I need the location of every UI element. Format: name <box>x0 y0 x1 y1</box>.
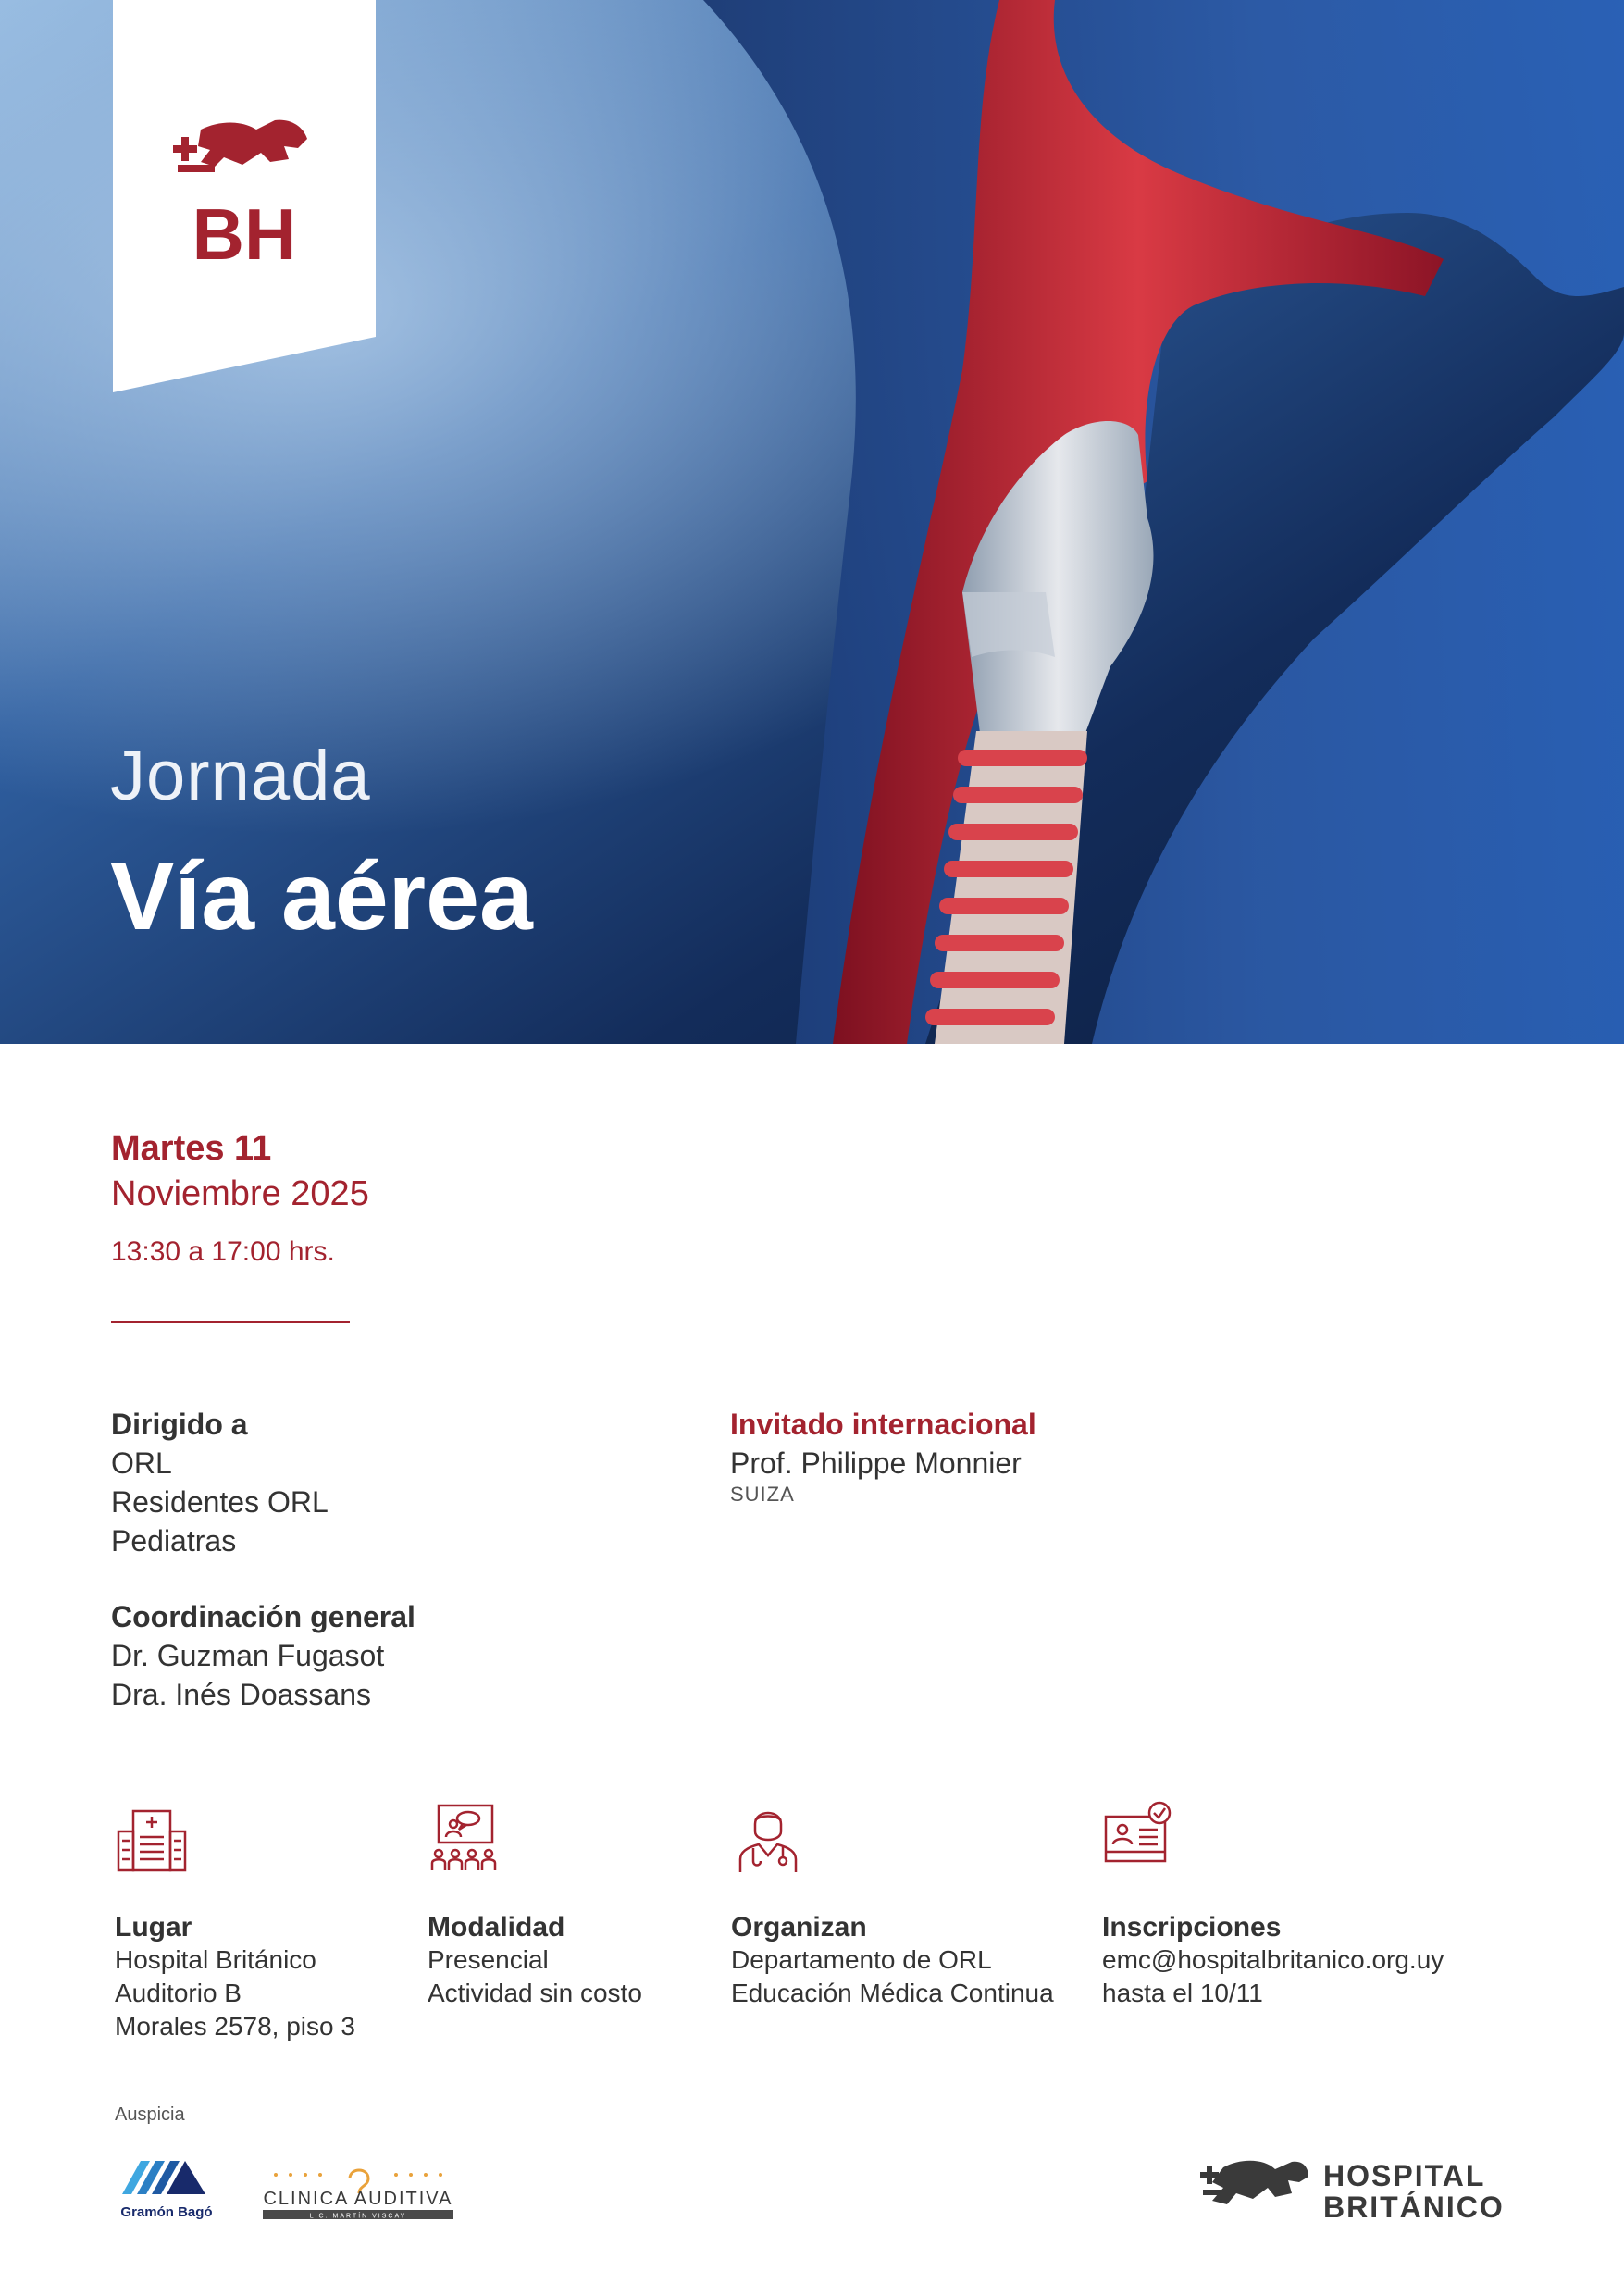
event-date <box>111 1129 369 1268</box>
feature-line: Departamento de ORL <box>731 1945 992 1974</box>
feature-line: hasta el 10/11 <box>1102 1979 1263 2007</box>
clinica-auditiva-text: CLINICA AUDITIVA <box>263 2189 453 2209</box>
feature-line: Presencial <box>428 1945 549 1974</box>
bh-logo <box>113 0 376 392</box>
event-title: Vía aérea <box>110 843 533 950</box>
feature-modality <box>428 1800 642 2010</box>
sponsors-label: Auspicia <box>115 2104 185 2125</box>
audience-item: Pediatras <box>111 1524 237 1558</box>
feature-line: Educación Médica Continua <box>731 1979 1054 2007</box>
coordinator-name: Dr. Guzman Fugasot <box>111 1639 385 1672</box>
event-kicker: Jornada <box>110 737 371 815</box>
date-day: Martes 11 <box>111 1129 272 1168</box>
feature-registration <box>1102 1800 1444 2010</box>
guest-country: SUIZA <box>730 1483 795 1506</box>
presentation-icon <box>428 1800 502 1874</box>
hospital-name-line1: HOSPITAL <box>1323 2159 1486 2192</box>
feature-heading: Organizan <box>731 1912 867 1942</box>
hospital-name <box>1323 2160 1505 2223</box>
clinica-auditiva-logo <box>261 2166 455 2223</box>
coordinator-name: Dra. Inés Doassans <box>111 1678 372 1711</box>
feature-line: Hospital Británico <box>115 1945 316 1974</box>
registration-icon <box>1102 1800 1176 1874</box>
building-icon <box>115 1800 189 1874</box>
feature-venue <box>115 1800 355 2043</box>
hospital-britanico-logo <box>1199 2156 1514 2224</box>
registration-email[interactable]: emc@hospitalbritanico.org.uy <box>1102 1945 1444 1974</box>
guest-name: Prof. Philippe Monnier <box>730 1446 1022 1480</box>
date-time: 13:30 a 17:00 hrs. <box>111 1236 335 1267</box>
divider <box>111 1321 350 1323</box>
audience-item: Residentes ORL <box>111 1485 329 1519</box>
doctor-icon <box>731 1800 805 1874</box>
lion-icon <box>1199 2156 1310 2221</box>
gramon-bago-text: Gramón Bagó <box>120 2204 213 2220</box>
coordination-section <box>111 1597 415 1714</box>
feature-heading: Inscripciones <box>1102 1912 1282 1942</box>
feature-line: Actividad sin costo <box>428 1979 642 2007</box>
feature-line: Auditorio B <box>115 1979 242 2007</box>
audience-item: ORL <box>111 1446 172 1480</box>
audience-section <box>111 1405 329 1560</box>
hero-banner <box>0 0 1624 1044</box>
feature-organizers <box>731 1800 1054 2010</box>
coordination-heading: Coordinación general <box>111 1600 415 1633</box>
feature-heading: Lugar <box>115 1912 192 1942</box>
audience-heading: Dirigido a <box>111 1408 248 1441</box>
clinica-auditiva-subtext: LIC. MARTÍN VISCAY <box>309 2213 407 2220</box>
guest-heading: Invitado internacional <box>730 1408 1036 1441</box>
hospital-name-line2: BRITÁNICO <box>1323 2191 1505 2224</box>
guest-section <box>730 1405 1036 1507</box>
gramon-bago-logo <box>113 2152 220 2226</box>
feature-line: Morales 2578, piso 3 <box>115 2012 355 2041</box>
logo-letters: BH <box>192 193 297 275</box>
feature-heading: Modalidad <box>428 1912 565 1942</box>
date-month-year: Noviembre 2025 <box>111 1174 369 1213</box>
